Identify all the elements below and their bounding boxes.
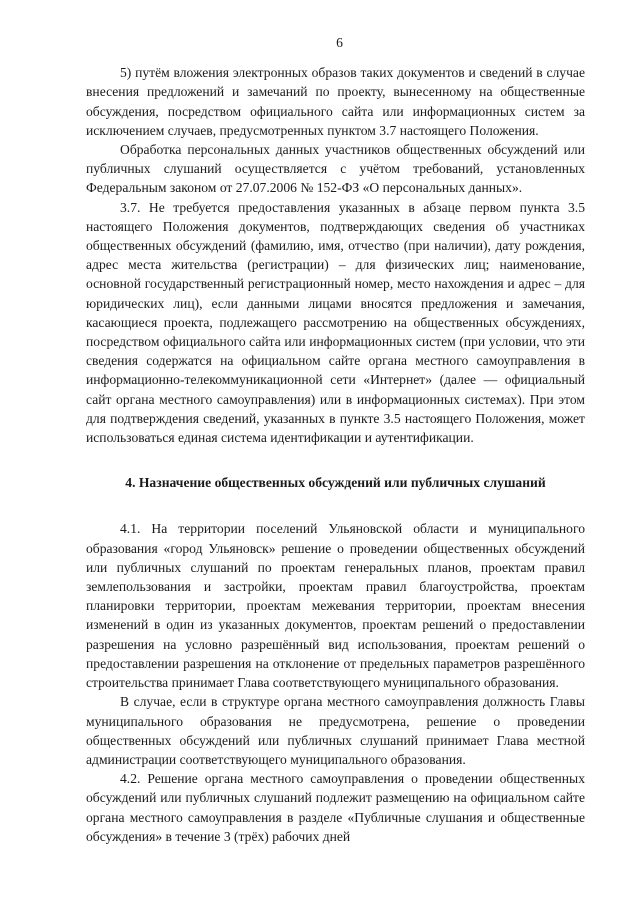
paragraph-personal-data: Обработка персональных данных участников общественных обсуждений или публичных слушаний осуществляется с учётом требований, установленных Федеральным законом от 27.07.2006 № 152-ФЗ «О персональных данных». [86,142,585,196]
paragraph-head-of-administration: В случае, если в структуре органа местного самоуправления должность Главы муниципального образования не предусмотрена, решение о проведении общественных обсуждений или публичных слушаний принимает Глава местной администрации соответствующего муниципального образования. [86,694,585,767]
page-number: 6 [336,35,343,50]
section-heading: 4. Назначение общественных обсуждений или публичных слушаний [125,475,546,491]
paragraph-4-1: 4.1. На территории поселений Ульяновской области и муниципального образования «город Ульяновск» решение о проведении общественных обсуждений или публичных слушаний по проектам генеральных планов, проектам правил землепользования и застройки, проектам правил благоустройства, проектам планировки территории, проектам межевания территории, проектам внесения изменений в один из указанных документов, проектам решений о предоставлении разрешения на условно разрешённый вид использования, проектам решений о предоставлении разрешения на отклонение от предельных параметров разрешённого строительства принимает Глава соответствующего муниципального образования. [86,521,585,691]
paragraph-3-7: 3.7. Не требуется предоставления указанных в абзаце первом пункта 3.5 настоящего Положения документов, подтверждающих сведения об участниках общественных обсуждений (фамилию, имя, отчество (при наличии), дату рождения, адрес места жительства (регистрации) – для физических лиц; наименование, основной государственный регистрационный номер, место нахождения и адрес – для юридических лиц), если данными лицами вносятся предложения и замечания, касающиеся проекта, подлежащего рассмотрению на общественных обсуждениях, посредством официального сайта или информационных систем (при условии, что эти сведения содержатся на официальном сайте органа местного самоуправления в информационно-телекоммуникационной сети «Интернет» (далее — официальный сайт органа местного самоуправления) или в информационных системах). При этом для подтверждения сведений, указанных в пункте 3.5 настоящего Положения, может использоваться единая система идентификации и аутентификации. [86,199,585,446]
paragraph-item-5: 5) путём вложения электронных образов таких документов и сведений в случае внесения предложений и замечаний по проекту, вынесенному на общественные обсуждения, посредством официального сайта или информационных систем за исключением случаев, предусмотренных пунктом 3.7 настоящего Положения. [86,65,585,138]
paragraph-4-2: 4.2. Решение органа местного самоуправления о проведении общественных обсуждений или публичных слушаний подлежит размещению на официальном сайте органа местного самоуправления в разделе «Публичные слушания и общественные обсуждения» в течение 3 (трёх) рабочих дней [86,771,585,844]
